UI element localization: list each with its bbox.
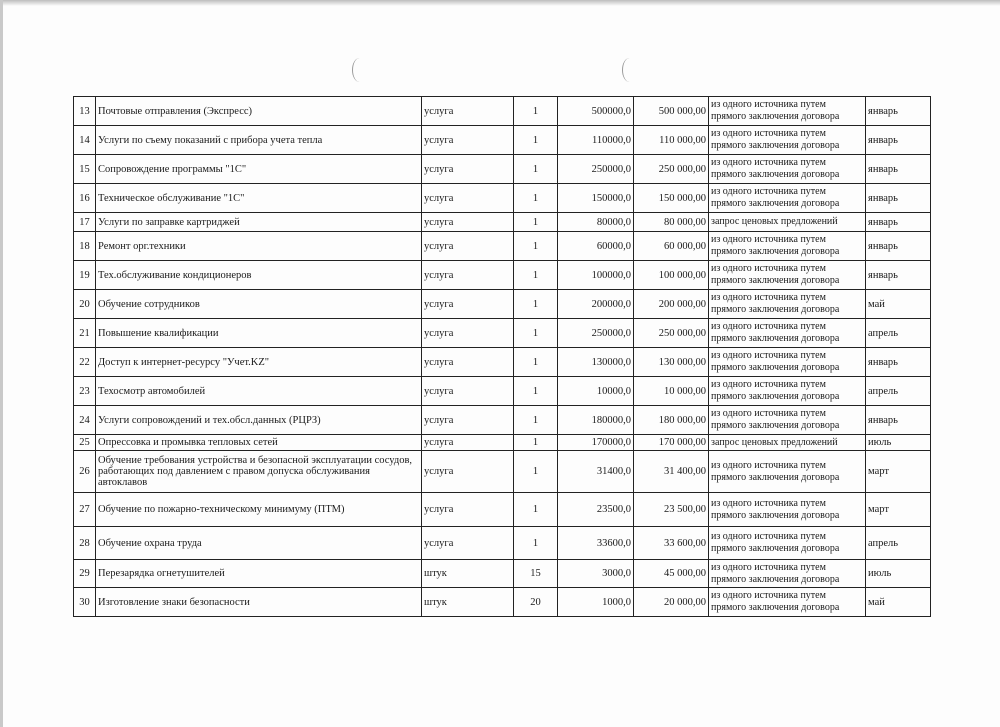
item-name: Перезарядка огнетушителей [96, 560, 422, 588]
unit-of-measure: услуга [422, 155, 514, 184]
total-sum: 100 000,00 [634, 261, 709, 290]
unit-of-measure: услуга [422, 213, 514, 232]
quantity: 1 [514, 451, 558, 493]
procurement-method: из одного источника путем прямого заключения договора [709, 290, 866, 319]
quantity: 1 [514, 377, 558, 406]
total-sum: 31 400,00 [634, 451, 709, 493]
quantity: 15 [514, 560, 558, 588]
procurement-month: март [866, 493, 931, 527]
item-name: Обучение сотрудников [96, 290, 422, 319]
procurement-month: июль [866, 560, 931, 588]
row-number: 14 [74, 126, 96, 155]
unit-of-measure: услуга [422, 184, 514, 213]
procurement-method: из одного источника путем прямого заключения договора [709, 261, 866, 290]
procurement-table [73, 96, 931, 617]
unit-price: 250000,0 [558, 155, 634, 184]
scan-edge [0, 0, 1000, 6]
procurement-method: запрос ценовых предложений [709, 213, 866, 232]
table-row [74, 560, 931, 588]
table-row [74, 377, 931, 406]
procurement-month: январь [866, 213, 931, 232]
procurement-month: июль [866, 435, 931, 451]
unit-of-measure: услуга [422, 348, 514, 377]
quantity: 20 [514, 588, 558, 617]
row-number: 20 [74, 290, 96, 319]
total-sum: 60 000,00 [634, 232, 709, 261]
row-number: 17 [74, 213, 96, 232]
table-row [74, 319, 931, 348]
table-row [74, 261, 931, 290]
item-name: Услуги сопровождений и тех.обсл.данных (РЦРЗ) [96, 406, 422, 435]
table-row [74, 126, 931, 155]
quantity: 1 [514, 97, 558, 126]
procurement-method: из одного источника путем прямого заключения договора [709, 97, 866, 126]
quantity: 1 [514, 126, 558, 155]
unit-of-measure: услуга [422, 493, 514, 527]
item-name: Обучение требования устройства и безопасной эксплуатации сосудов, работающих под давлением с правом допуска обслуживания автоклавов [96, 451, 422, 493]
procurement-method: из одного источника путем прямого заключения договора [709, 493, 866, 527]
procurement-method: из одного источника путем прямого заключения договора [709, 451, 866, 493]
procurement-month: апрель [866, 319, 931, 348]
item-name: Услуги по съему показаний с прибора учета тепла [96, 126, 422, 155]
procurement-method: из одного источника путем прямого заключения договора [709, 155, 866, 184]
unit-price: 170000,0 [558, 435, 634, 451]
total-sum: 10 000,00 [634, 377, 709, 406]
row-number: 16 [74, 184, 96, 213]
punch-hole-mark [352, 58, 367, 82]
item-name: Повышение квалификации [96, 319, 422, 348]
row-number: 18 [74, 232, 96, 261]
unit-price: 150000,0 [558, 184, 634, 213]
unit-of-measure: услуга [422, 451, 514, 493]
unit-price: 33600,0 [558, 527, 634, 560]
quantity: 1 [514, 493, 558, 527]
table-row [74, 290, 931, 319]
total-sum: 130 000,00 [634, 348, 709, 377]
unit-price: 23500,0 [558, 493, 634, 527]
procurement-method: из одного источника путем прямого заключения договора [709, 348, 866, 377]
table-body [74, 97, 931, 617]
procurement-method: из одного источника путем прямого заключения договора [709, 406, 866, 435]
item-name: Опрессовка и промывка тепловых сетей [96, 435, 422, 451]
procurement-method: из одного источника путем прямого заключения договора [709, 319, 866, 348]
table-row [74, 232, 931, 261]
row-number: 25 [74, 435, 96, 451]
table-row [74, 588, 931, 617]
unit-of-measure: услуга [422, 435, 514, 451]
row-number: 29 [74, 560, 96, 588]
quantity: 1 [514, 435, 558, 451]
unit-price: 60000,0 [558, 232, 634, 261]
total-sum: 500 000,00 [634, 97, 709, 126]
unit-of-measure: услуга [422, 406, 514, 435]
quantity: 1 [514, 406, 558, 435]
procurement-method: из одного источника путем прямого заключения договора [709, 377, 866, 406]
procurement-month: апрель [866, 527, 931, 560]
procurement-month: январь [866, 232, 931, 261]
table-row [74, 406, 931, 435]
unit-of-measure: услуга [422, 261, 514, 290]
total-sum: 250 000,00 [634, 155, 709, 184]
total-sum: 45 000,00 [634, 560, 709, 588]
unit-of-measure: услуга [422, 319, 514, 348]
item-name: Ремонт орг.техники [96, 232, 422, 261]
row-number: 28 [74, 527, 96, 560]
row-number: 23 [74, 377, 96, 406]
procurement-month: март [866, 451, 931, 493]
unit-price: 200000,0 [558, 290, 634, 319]
row-number: 22 [74, 348, 96, 377]
item-name: Изготовление знаки безопасности [96, 588, 422, 617]
unit-of-measure: услуга [422, 527, 514, 560]
item-name: Техосмотр автомобилей [96, 377, 422, 406]
unit-of-measure: услуга [422, 232, 514, 261]
quantity: 1 [514, 527, 558, 560]
row-number: 15 [74, 155, 96, 184]
total-sum: 110 000,00 [634, 126, 709, 155]
item-name: Сопровождение программы "1С" [96, 155, 422, 184]
total-sum: 150 000,00 [634, 184, 709, 213]
quantity: 1 [514, 232, 558, 261]
unit-price: 80000,0 [558, 213, 634, 232]
unit-price: 100000,0 [558, 261, 634, 290]
item-name: Доступ к интернет-ресурсу "Учет.KZ" [96, 348, 422, 377]
unit-price: 500000,0 [558, 97, 634, 126]
quantity: 1 [514, 319, 558, 348]
row-number: 26 [74, 451, 96, 493]
table-row [74, 348, 931, 377]
procurement-month: январь [866, 261, 931, 290]
unit-price: 1000,0 [558, 588, 634, 617]
procurement-month: январь [866, 155, 931, 184]
quantity: 1 [514, 184, 558, 213]
row-number: 24 [74, 406, 96, 435]
unit-of-measure: услуга [422, 126, 514, 155]
row-number: 21 [74, 319, 96, 348]
unit-price: 250000,0 [558, 319, 634, 348]
item-name: Услуги по заправке картриджей [96, 213, 422, 232]
unit-of-measure: услуга [422, 290, 514, 319]
procurement-month: январь [866, 406, 931, 435]
unit-price: 31400,0 [558, 451, 634, 493]
table-row [74, 184, 931, 213]
row-number: 30 [74, 588, 96, 617]
procurement-method: из одного источника путем прямого заключения договора [709, 527, 866, 560]
procurement-method: запрос ценовых предложений [709, 435, 866, 451]
table-row [74, 527, 931, 560]
total-sum: 20 000,00 [634, 588, 709, 617]
quantity: 1 [514, 155, 558, 184]
item-name: Обучение по пожарно-техническому минимуму (ПТМ) [96, 493, 422, 527]
total-sum: 250 000,00 [634, 319, 709, 348]
procurement-month: январь [866, 126, 931, 155]
row-number: 13 [74, 97, 96, 126]
table-row [74, 97, 931, 126]
item-name: Техническое обслуживание "1С" [96, 184, 422, 213]
quantity: 1 [514, 213, 558, 232]
unit-price: 180000,0 [558, 406, 634, 435]
procurement-method: из одного источника путем прямого заключения договора [709, 184, 866, 213]
quantity: 1 [514, 290, 558, 319]
procurement-month: апрель [866, 377, 931, 406]
table-row [74, 493, 931, 527]
total-sum: 23 500,00 [634, 493, 709, 527]
unit-price: 110000,0 [558, 126, 634, 155]
unit-price: 3000,0 [558, 560, 634, 588]
procurement-month: май [866, 588, 931, 617]
procurement-method: из одного источника путем прямого заключения договора [709, 126, 866, 155]
procurement-month: январь [866, 97, 931, 126]
total-sum: 180 000,00 [634, 406, 709, 435]
procurement-method: из одного источника путем прямого заключения договора [709, 588, 866, 617]
procurement-method: из одного источника путем прямого заключения договора [709, 232, 866, 261]
unit-of-measure: штук [422, 588, 514, 617]
total-sum: 170 000,00 [634, 435, 709, 451]
punch-hole-mark [622, 58, 637, 82]
unit-of-measure: услуга [422, 377, 514, 406]
total-sum: 80 000,00 [634, 213, 709, 232]
total-sum: 200 000,00 [634, 290, 709, 319]
scan-edge-left [0, 0, 3, 727]
unit-price: 130000,0 [558, 348, 634, 377]
procurement-month: январь [866, 184, 931, 213]
table-row [74, 213, 931, 232]
procurement-month: май [866, 290, 931, 319]
total-sum: 33 600,00 [634, 527, 709, 560]
row-number: 19 [74, 261, 96, 290]
item-name: Тех.обслуживание кондиционеров [96, 261, 422, 290]
table-row [74, 155, 931, 184]
procurement-method: из одного источника путем прямого заключения договора [709, 560, 866, 588]
unit-price: 10000,0 [558, 377, 634, 406]
quantity: 1 [514, 348, 558, 377]
quantity: 1 [514, 261, 558, 290]
row-number: 27 [74, 493, 96, 527]
unit-of-measure: штук [422, 560, 514, 588]
procurement-month: январь [866, 348, 931, 377]
item-name: Обучение охрана труда [96, 527, 422, 560]
table-row [74, 435, 931, 451]
unit-of-measure: услуга [422, 97, 514, 126]
table-row [74, 451, 931, 493]
item-name: Почтовые отправления (Экспресс) [96, 97, 422, 126]
